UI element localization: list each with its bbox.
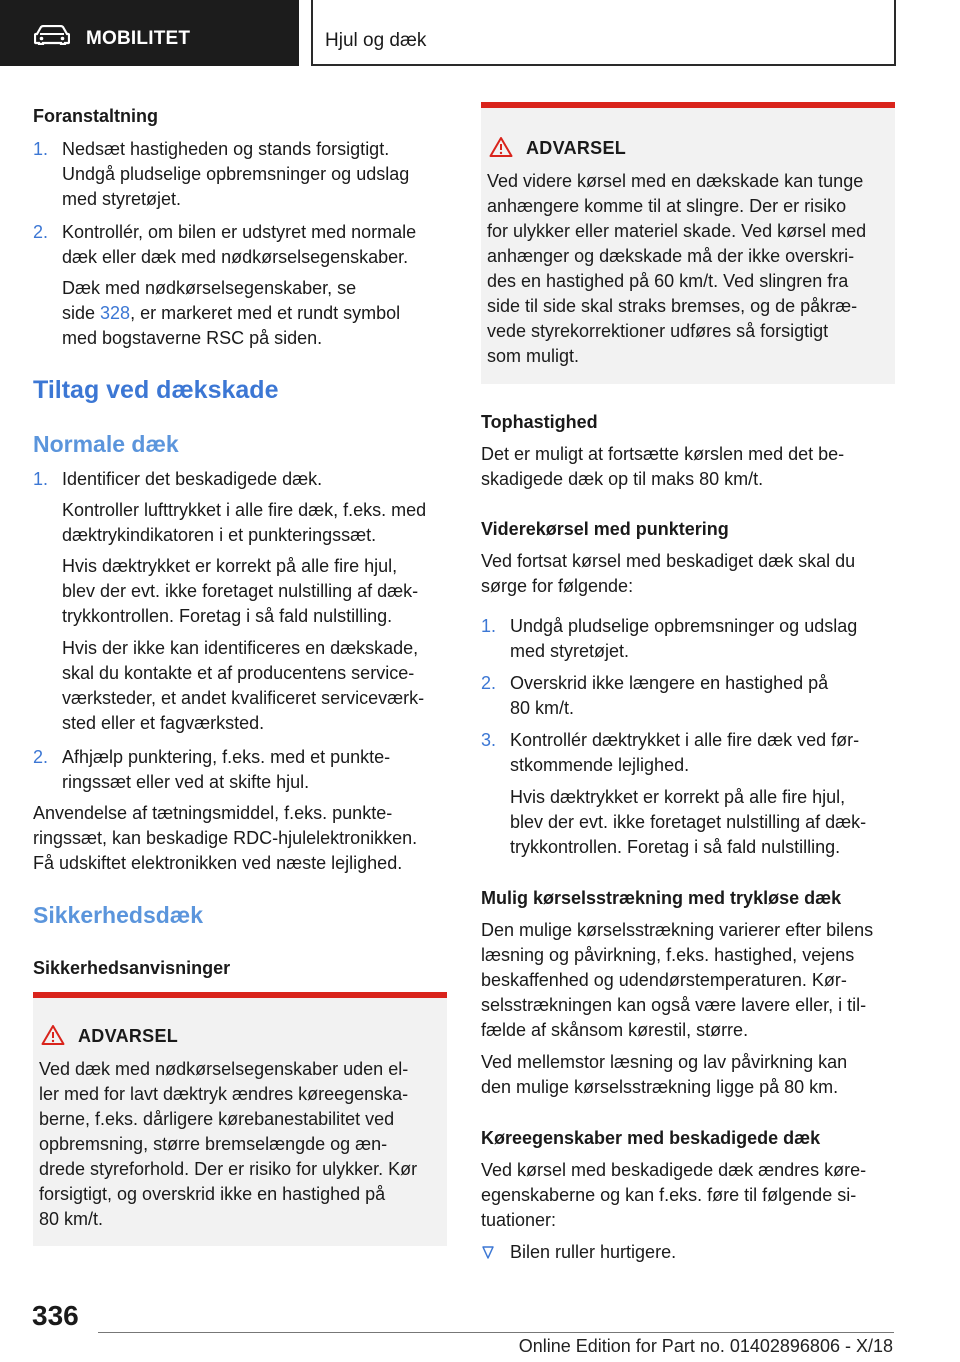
step-text: med bogstaverne RSC på siden. — [62, 328, 323, 348]
car-icon — [34, 25, 70, 45]
step-number: 3. — [481, 730, 497, 750]
warning-triangle-icon — [41, 1024, 65, 1046]
warning-text: 80 km/t. — [39, 1209, 104, 1229]
step-text: med styretøjet. — [510, 641, 630, 661]
step-text: Overskrid ikke længere en hastighed på — [510, 673, 829, 693]
body-text: beskaffenhed og udendørstemperaturen. Kør- — [481, 970, 847, 990]
step-text: , er markeret med et rundt symbol — [130, 303, 401, 323]
warning-text: Ved videre kørsel med en dækskade kan tunge — [487, 171, 864, 191]
body-text: selsstrækningen kan også være lavere eller, i til- — [481, 995, 867, 1015]
step-text: blev der evt. ikke foretaget nulstilling af dæk- — [62, 581, 419, 601]
subheading: Tophastighed — [481, 412, 598, 432]
bullet-text: Bilen ruller hurtigere. — [510, 1242, 677, 1262]
chapter-tab — [311, 0, 896, 66]
warning-text: forsigtigt, og overskrid ikke en hastighed på — [39, 1184, 386, 1204]
step-number: 1. — [481, 616, 497, 636]
step-number: 2. — [481, 673, 497, 693]
subsection-heading: Sikkerhedsdæk — [33, 902, 204, 928]
step-text: Hvis der ikke kan identificeres en dækskade, — [62, 638, 419, 658]
step-text: værksteder, et andet kvalificeret serviceværk- — [62, 688, 425, 708]
warning-text: berne, f.eks. dårligere kørebanestabilitet ved — [39, 1109, 395, 1129]
body-text: Ved mellemstor læsning og lav påvirkning kan — [481, 1052, 848, 1072]
step-text: skal du kontakte et af producentens service- — [62, 663, 415, 683]
section-heading: Tiltag ved dækskade — [33, 376, 279, 404]
footer-divider — [98, 1332, 894, 1333]
step-text: Undgå pludselige opbremsninger og udslag — [62, 164, 410, 184]
body-text: læsning og påvirkning, f.eks. hastighed, vejens — [481, 945, 855, 965]
warning-text: for ulykker eller materiel skade. Ved kørsel med — [487, 221, 867, 241]
body-text: sørge for følgende: — [481, 576, 634, 596]
bullet-triangle-icon — [482, 1246, 494, 1260]
step-text: dæktrykindikatoren i et punkteringssæt. — [62, 525, 377, 545]
step-text: 80 km/t. — [510, 698, 575, 718]
step-text: dæk eller dæk med nødkørselsegenskaber. — [62, 247, 409, 267]
subheading: Sikkerhedsanvisninger — [33, 958, 231, 978]
subheading: Køreegenskaber med beskadigede dæk — [481, 1128, 821, 1148]
step-text: Dæk med nødkørselsegenskaber, se — [62, 278, 357, 298]
warning-triangle-icon — [489, 136, 513, 158]
step-text-with-link — [62, 301, 400, 326]
warning-title: ADVARSEL — [78, 1026, 179, 1046]
step-text: stkommende lejlighed. — [510, 755, 690, 775]
footer-edition: Online Edition for Part no. 01402896806 - X/18 — [518, 1336, 893, 1356]
step-text: ringssæt eller ved at skifte hjul. — [62, 772, 310, 792]
foranstaltning-title: Foranstaltning — [33, 106, 158, 126]
step-text: Hvis dæktrykket er korrekt på alle fire hjul, — [510, 787, 846, 807]
body-text: ringssæt, kan beskadige RDC-hjulelektronikken. — [33, 828, 418, 848]
warning-text: som muligt. — [487, 346, 580, 366]
step-number: 1. — [33, 139, 49, 159]
step-text: Kontrollér dæktrykket i alle fire dæk ved før- — [510, 730, 860, 750]
step-number: 2. — [33, 222, 49, 242]
step-text: sted eller et fagværksted. — [62, 713, 265, 733]
step-text: Kontroller lufttrykket i alle fire dæk, f.eks. med — [62, 500, 427, 520]
body-text: den mulige kørselsstrækning ligge på 80 km. — [481, 1077, 839, 1097]
step-text: side — [62, 303, 101, 323]
warning-title: ADVARSEL — [526, 138, 627, 158]
step-number: 1. — [33, 469, 49, 489]
subheading: Mulig kørselsstrækning med trykløse dæk — [481, 888, 842, 908]
section-label: MOBILITET — [86, 28, 191, 49]
step-text: Undgå pludselige opbremsninger og udslag — [510, 616, 858, 636]
body-text: Ved fortsat kørsel med beskadiget dæk skal du — [481, 551, 856, 571]
step-text: Hvis dæktrykket er korrekt på alle fire hjul, — [62, 556, 398, 576]
step-text: trykkontrollen. Foretag i så fald nulstilling. — [510, 837, 841, 857]
step-text: Nedsæt hastigheden og stands forsigtigt. — [62, 139, 390, 159]
body-text: Det er muligt at fortsætte kørslen med det be- — [481, 444, 845, 464]
warning-text: vede styrekorrektioner udføres så forsigtigt — [487, 321, 829, 341]
chapter-label: Hjul og dæk — [325, 30, 427, 51]
body-text: skadigede dæk op til maks 80 km/t. — [481, 469, 764, 489]
body-text: Få udskiftet elektronikken ved næste lejlighed. — [33, 853, 403, 873]
warning-text: Ved dæk med nødkørselsegenskaber uden el- — [39, 1059, 409, 1079]
page-link[interactable]: 328 — [100, 303, 131, 323]
warning-text: ler med for lavt dæktryk ændres køreegenska- — [39, 1084, 409, 1104]
warning-text: anhængere komme til at slingre. Der er risiko — [487, 196, 847, 216]
body-text: tuationer: — [481, 1210, 557, 1230]
step-number: 2. — [33, 747, 49, 767]
step-text: Afhjælp punktering, f.eks. med et punkte- — [62, 747, 391, 767]
warning-text: side til side skal straks bremses, og de påkræ- — [487, 296, 858, 316]
body-text: Den mulige kørselsstrækning varierer efter bilens — [481, 920, 874, 940]
body-text: egenskaberne og kan f.eks. føre til følgende si- — [481, 1185, 857, 1205]
warning-text: anhænger og dækskade må der ikke overskri- — [487, 246, 855, 266]
subsection-heading: Normale dæk — [33, 431, 179, 457]
section-tab — [0, 0, 299, 66]
body-text: Anvendelse af tætningsmiddel, f.eks. punkte- — [33, 803, 393, 823]
subheading: Viderekørsel med punktering — [481, 519, 729, 539]
step-text: Kontrollér, om bilen er udstyret med normale — [62, 222, 417, 242]
step-text: Identificer det beskadigede dæk. — [62, 469, 323, 489]
warning-text: des en hastighed på 60 km/t. Ved slingren fra — [487, 271, 849, 291]
step-text: trykkontrollen. Foretag i så fald nulstilling. — [62, 606, 393, 626]
warning-box — [33, 992, 447, 1246]
body-text: fælde af skånsom kørestil, større. — [481, 1020, 749, 1040]
step-text: med styretøjet. — [62, 189, 182, 209]
body-text: Ved kørsel med beskadigede dæk ændres køre- — [481, 1160, 867, 1180]
step-text: blev der evt. ikke foretaget nulstilling af dæk- — [510, 812, 867, 832]
warning-text: drede styreforhold. Der er risiko for ulykker. Kør — [39, 1159, 418, 1179]
page-number: 336 — [32, 1300, 79, 1331]
warning-text: opbremsning, større bremselængde og æn- — [39, 1134, 388, 1154]
warning-box — [481, 102, 895, 384]
